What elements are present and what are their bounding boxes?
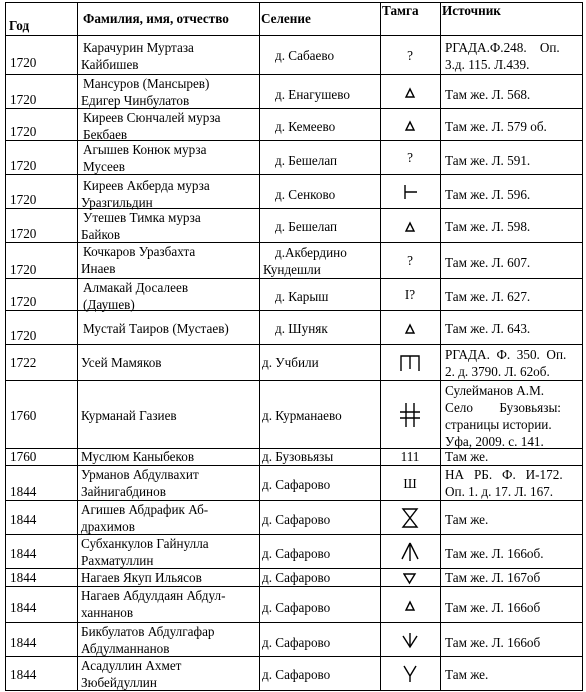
- table-row: [5, 568, 583, 586]
- settlement-cell: д. Сафарово: [262, 477, 331, 492]
- table-row: [5, 586, 583, 622]
- name-cell: Кайбишев: [81, 57, 139, 72]
- source-cell: Там же. Л. 166об: [445, 600, 541, 615]
- table-row: [5, 140, 583, 174]
- hourglass-icon: [401, 507, 419, 529]
- settlement-cell: д. Сафарово: [262, 570, 331, 585]
- name-cell: Бекбаев: [83, 127, 128, 142]
- tamga-text: I?: [404, 287, 416, 302]
- settlement-cell: д. Сафарово: [262, 635, 331, 650]
- settlement-cell: д. Бузовьязы: [262, 449, 334, 464]
- tamga-text: Ш: [403, 476, 417, 491]
- source-cell: Там же. Л. 568.: [445, 87, 531, 102]
- table-row: [5, 242, 583, 278]
- name-cell: драхимов: [81, 519, 135, 534]
- source-cell: страницы истории.: [445, 417, 552, 432]
- source-cell: Там же. Л. 579 об.: [445, 119, 547, 134]
- settlement-cell: д. Кемеево: [275, 119, 336, 134]
- settlement-cell: д.Акбердино Кундешли: [263, 245, 347, 277]
- source-cell: РГАДА. Ф. 350. Оп.: [445, 347, 567, 362]
- source-cell: Там же.: [445, 667, 489, 682]
- year-cell: 1720: [10, 328, 37, 343]
- name-cell: Алмакай Досалеев: [83, 280, 189, 295]
- name-cell: (Даушев): [83, 297, 135, 312]
- name-cell: Абдулманнанов: [81, 641, 170, 656]
- triangle-icon: [404, 322, 416, 335]
- source-cell: Оп. 1. д. 17. Л. 167.: [445, 484, 554, 499]
- settlement-cell: д. Шуняк: [275, 321, 328, 336]
- name-cell: Киреев Сюнчалей мурза: [83, 110, 221, 125]
- year-cell: 1844: [10, 484, 37, 499]
- name-cell: Зюбейдуллин: [81, 675, 157, 690]
- year-cell: 1844: [10, 600, 37, 615]
- source-cell: Там же. Л. 607.: [445, 255, 531, 270]
- table-row: [5, 35, 583, 74]
- name-cell: Киреев Акберда мурза: [83, 178, 210, 193]
- name-cell: Асадуллин Ахмет: [81, 658, 182, 673]
- settlement-cell: д. Сабаево: [275, 48, 335, 63]
- year-cell: 1720: [10, 124, 37, 139]
- source-cell: Там же.: [445, 449, 489, 464]
- source-cell: РГАДА.Ф.248. Оп.: [445, 40, 560, 55]
- source-cell: 3.д. 115. Л.439.: [445, 57, 530, 72]
- triangle-icon: [404, 599, 416, 612]
- row-divider: [5, 2, 583, 3]
- table-row: [5, 310, 583, 344]
- source-cell: 2. д. 3790. Л. 62об.: [445, 364, 550, 379]
- source-cell: НА РБ. Ф. И-172.: [445, 467, 563, 482]
- year-cell: 1844: [10, 570, 37, 585]
- source-cell: Там же.: [445, 512, 489, 527]
- year-cell: 1720: [10, 192, 37, 207]
- name-cell: Инаев: [81, 261, 116, 276]
- header-source: Источник: [442, 3, 501, 18]
- triangle-icon: [404, 220, 416, 233]
- source-cell: Сулейманов А.М.: [445, 383, 545, 398]
- triangle-icon: [404, 86, 416, 99]
- name-cell: Урманов Абдулвахит: [81, 467, 199, 482]
- header-row: [5, 2, 583, 35]
- settlement-cell: д. Сафарово: [262, 512, 331, 527]
- source-cell: Там же. Л. 167об: [445, 570, 541, 585]
- table-row: [5, 174, 583, 208]
- settlement-cell: д. Сенково: [275, 187, 336, 202]
- source-cell: Там же. Л. 598.: [445, 219, 531, 234]
- table-row: [5, 108, 583, 140]
- name-cell: Мустай Таиров (Мустаев): [83, 321, 229, 336]
- tamga-text: ?: [407, 48, 413, 63]
- settlement-cell: д. Сафарово: [262, 546, 331, 561]
- name-cell: Мусеев: [83, 159, 125, 174]
- table-row: [5, 344, 583, 380]
- name-cell: Курманай Газиев: [81, 408, 177, 423]
- y-icon: [403, 664, 417, 684]
- name-cell: Нагаев Якуп Ильясов: [81, 570, 202, 585]
- year-cell: 1720: [10, 226, 37, 241]
- down-triangle-icon: [403, 571, 417, 585]
- year-cell: 1844: [10, 512, 37, 527]
- source-cell: Там же. Л. 591.: [445, 153, 531, 168]
- name-cell: Усей Мамяков: [81, 355, 162, 370]
- year-cell: 1760: [10, 408, 37, 423]
- source-cell: Там же. Л. 643.: [445, 321, 531, 336]
- table-row: [5, 465, 583, 500]
- header-tamga: Тамга: [382, 3, 419, 18]
- name-cell: Кочкаров Уразбахта: [83, 244, 196, 259]
- name-cell: Нагаев Абдулдаян Абдул-: [81, 588, 226, 603]
- table-row: [5, 380, 583, 448]
- gate-icon: [399, 353, 421, 373]
- source-cell: Там же. Л. 596.: [445, 187, 531, 202]
- settlement-cell: д. Сафарово: [262, 667, 331, 682]
- name-cell: Утешев Тимка мурза: [83, 210, 201, 225]
- name-cell: Байков: [81, 227, 121, 242]
- table-row: [5, 622, 583, 656]
- name-cell: Бикбулатов Абдулгафар: [81, 624, 215, 639]
- name-cell: Агышев Конюк мурза: [83, 142, 207, 157]
- table-row: [5, 534, 583, 568]
- tamga-table: [5, 2, 583, 690]
- header-year: Год: [9, 18, 30, 33]
- source-cell: Село Бузовьязы:: [445, 400, 561, 415]
- name-cell: Карачурин Муртаза: [83, 40, 194, 55]
- year-cell: 1720: [10, 294, 37, 309]
- table-row: [5, 656, 583, 690]
- name-cell: Зайнигабдинов: [81, 484, 166, 499]
- settlement-cell: д. Бешелап: [275, 153, 338, 168]
- year-cell: 1720: [10, 55, 37, 70]
- name-cell: Мансуров (Мансырев): [83, 76, 210, 91]
- name-cell: Уразгильдин: [81, 195, 153, 210]
- settlement-cell: д. Сафарово: [262, 600, 331, 615]
- triangle-icon: [404, 119, 416, 132]
- name-cell: Субханкулов Гайнулла: [81, 536, 209, 551]
- table-row: [5, 208, 583, 242]
- settlement-cell: д. Енагушево: [275, 87, 351, 102]
- table-row: [5, 448, 583, 465]
- table-row: [5, 278, 583, 310]
- header-name: Фамилия, имя, отчество: [83, 11, 229, 26]
- header-settlement: Селение: [261, 11, 311, 26]
- name-cell: Муслюм Каныбеков: [81, 449, 195, 464]
- settlement-cell: д. Учбили: [262, 355, 319, 370]
- table-row: [5, 500, 583, 534]
- table-row: [5, 74, 583, 108]
- double-cross-icon: [398, 401, 422, 429]
- year-cell: 1720: [10, 262, 37, 277]
- year-cell: 1844: [10, 667, 37, 682]
- tamga-text: ?: [407, 150, 413, 165]
- settlement-cell: д. Карыш: [275, 289, 329, 304]
- year-cell: 1720: [10, 158, 37, 173]
- source-cell: Там же. Л. 166об.: [445, 546, 544, 561]
- year-cell: 1844: [10, 635, 37, 650]
- year-cell: 1760: [10, 449, 37, 464]
- name-cell: Рахматуллин: [81, 553, 154, 568]
- arrow-up-icon: [401, 541, 419, 563]
- name-cell: Едигер Чинбулатов: [81, 93, 190, 108]
- source-cell: Там же. Л. 627.: [445, 289, 531, 304]
- arrow-down-icon: [402, 631, 418, 649]
- name-cell: Агишев Абдрафик Аб-: [81, 502, 209, 517]
- tamga-text: 111: [400, 449, 420, 464]
- year-cell: 1844: [10, 546, 37, 561]
- settlement-cell: д. Бешелап: [275, 219, 338, 234]
- source-cell: Уфа, 2009. с. 141.: [445, 434, 544, 449]
- source-cell: Там же. Л. 166об: [445, 635, 541, 650]
- year-cell: 1720: [10, 92, 37, 107]
- year-cell: 1722: [10, 355, 37, 370]
- name-cell: ханнанов: [81, 605, 134, 620]
- hook-icon: [401, 183, 419, 201]
- settlement-cell: д. Курманаево: [262, 408, 342, 423]
- tamga-text: ?: [407, 253, 413, 268]
